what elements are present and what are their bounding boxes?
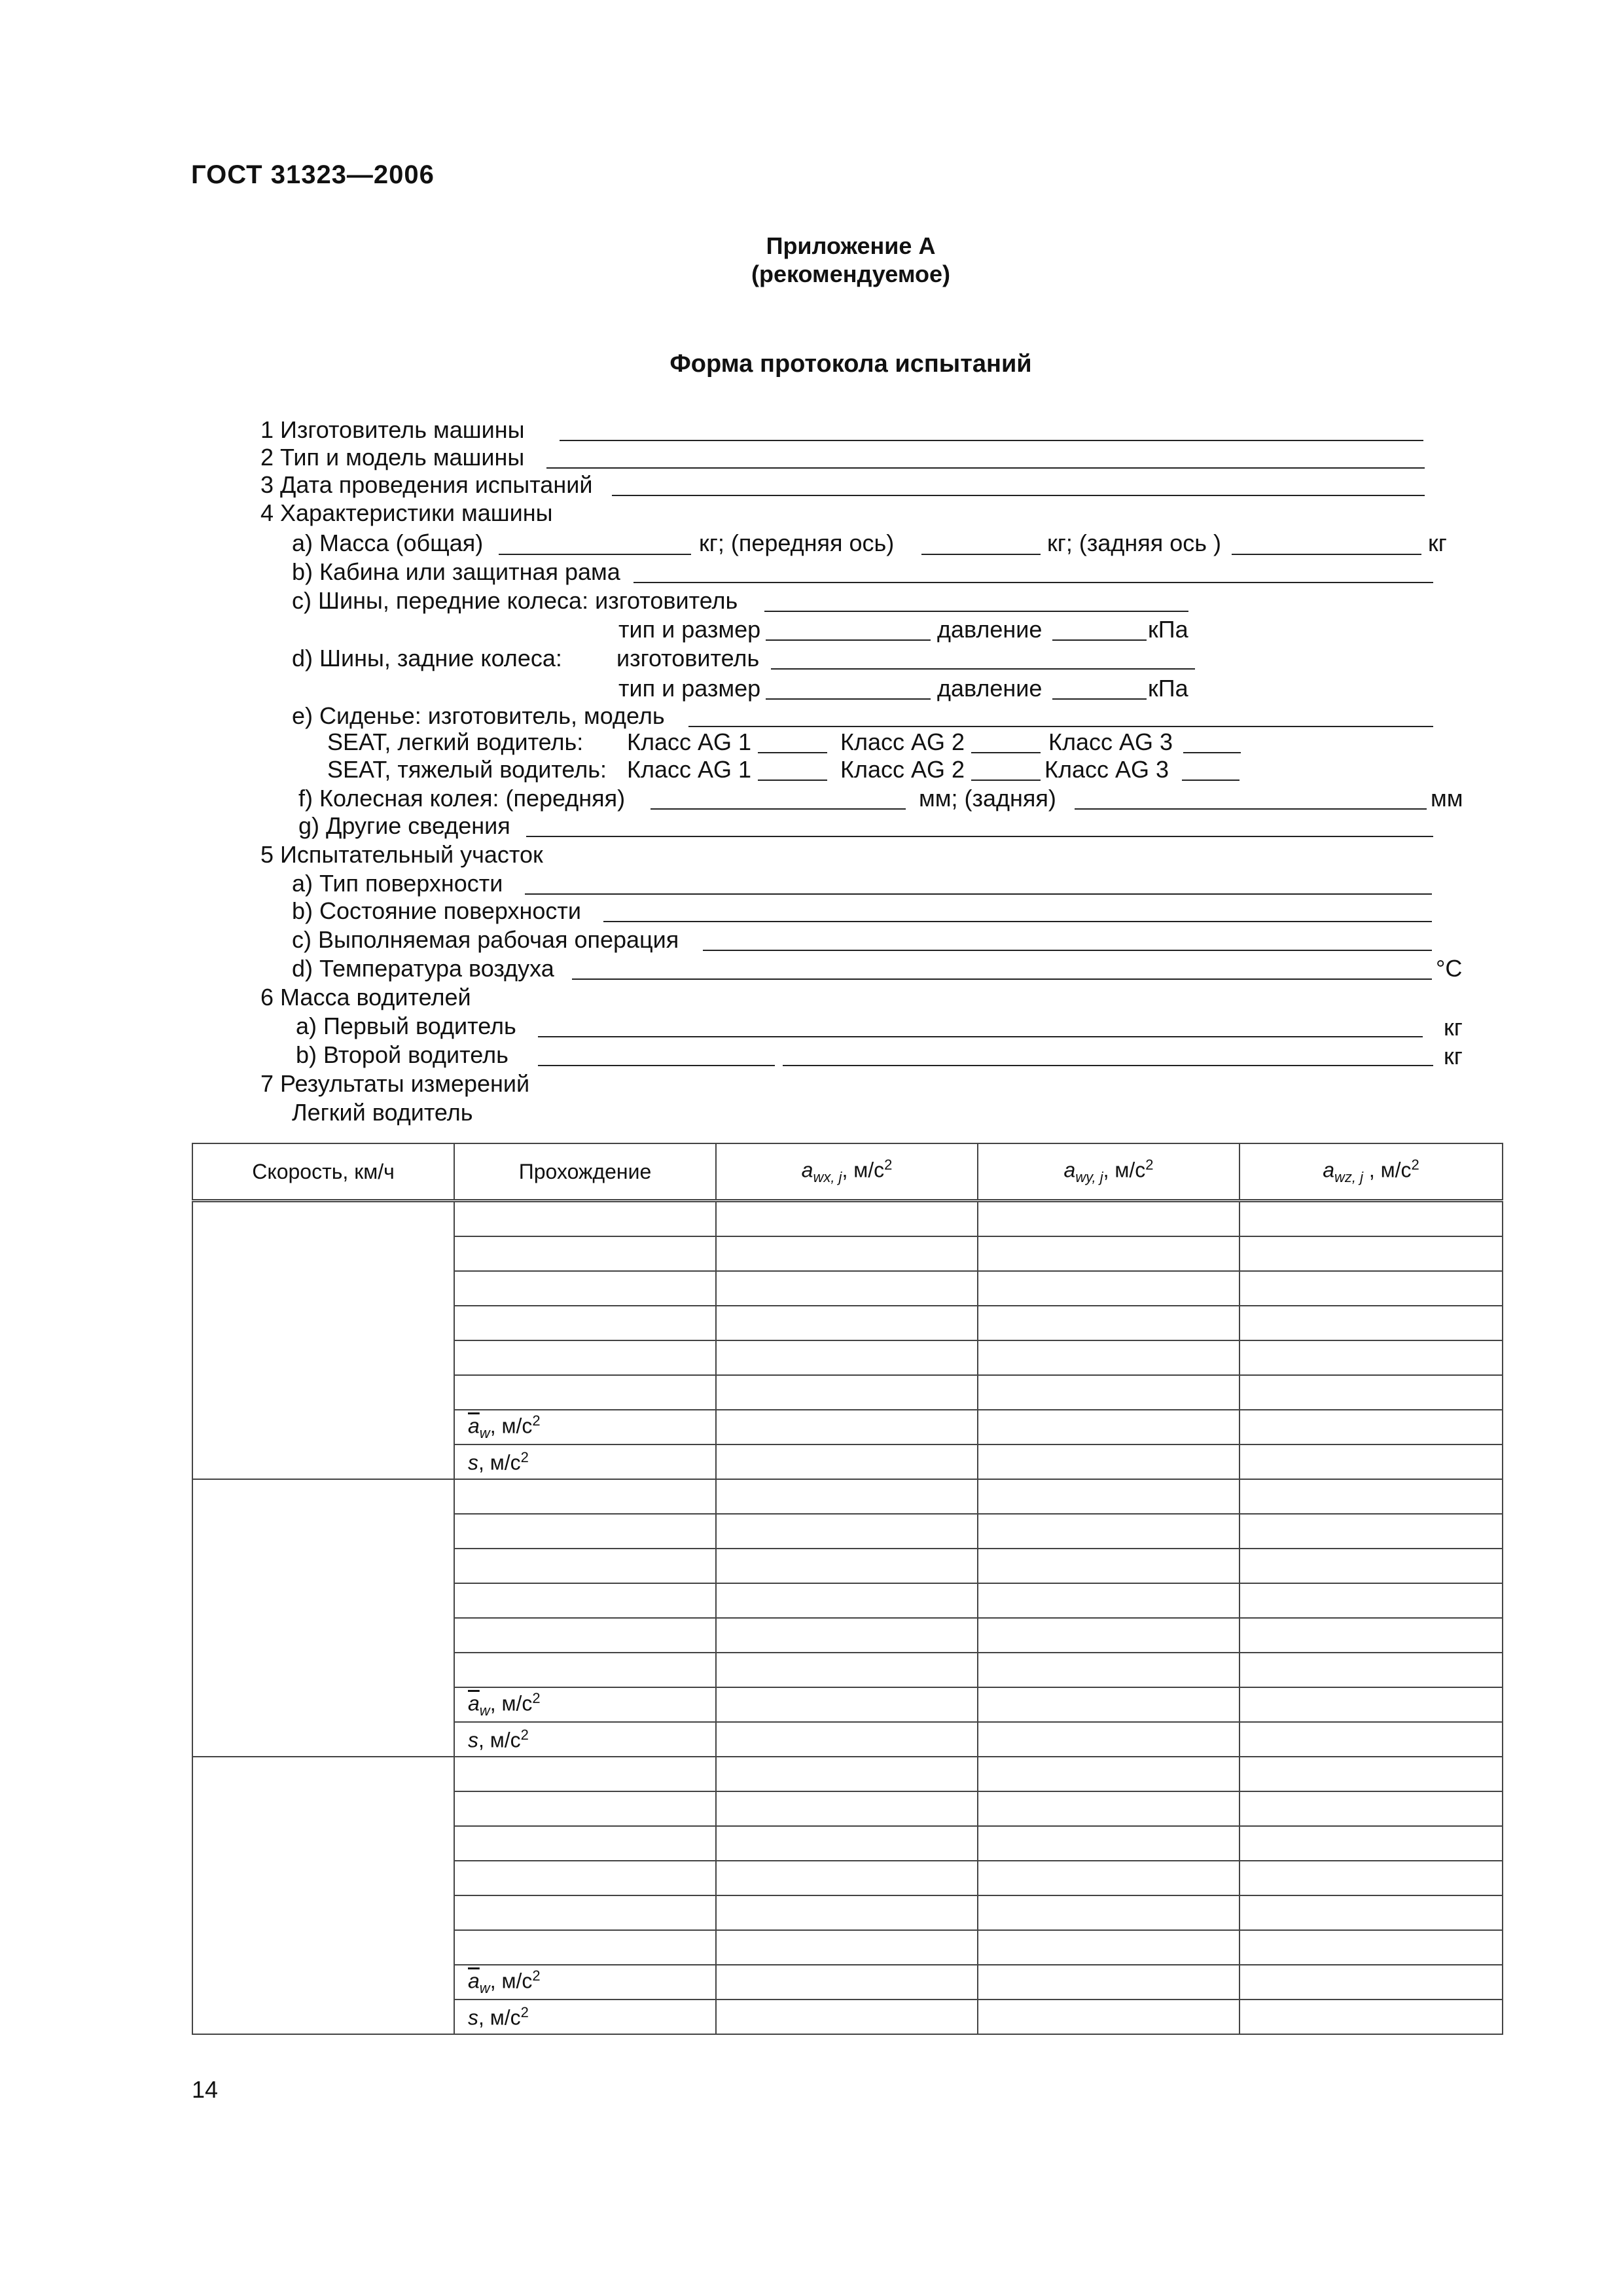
mean-symbol: $\overline{a}$: [468, 1414, 480, 1438]
field-driver2-label: b) Второй водитель: [296, 1041, 508, 1068]
value-cell[interactable]: [978, 1930, 1240, 1965]
field-rear-tyres-pressure-label: давление: [937, 675, 1043, 702]
pass-cell[interactable]: [454, 1618, 716, 1653]
field-rear-tyres-pressure-line[interactable]: [1052, 698, 1147, 700]
speed-cell[interactable]: [192, 1201, 454, 1480]
value-cell[interactable]: [1240, 1895, 1503, 1930]
sd-sup: 2: [520, 1726, 529, 1743]
sd-unit: , м/с: [478, 1728, 521, 1752]
field-operation-line[interactable]: [703, 950, 1432, 951]
mean-label-cell[interactable]: [454, 1965, 716, 2000]
sd-symbol: s: [468, 1728, 478, 1752]
field-front-tyres-maker-line[interactable]: [764, 611, 1188, 612]
col-awx-sup: 2: [884, 1157, 893, 1174]
value-cell[interactable]: [978, 1653, 1240, 1687]
form-title: Форма протокола испытаний: [669, 350, 1032, 378]
col-pass-header: Прохождение: [454, 1143, 716, 1201]
field-track-unit: мм: [1431, 785, 1463, 812]
mean-sub: w: [479, 1425, 490, 1442]
field-front-tyres-pressure-label: давление: [937, 616, 1043, 643]
table-row: [192, 1201, 1503, 1237]
mean-sup: 2: [532, 1689, 541, 1706]
value-cell[interactable]: [1240, 1930, 1503, 1965]
speed-cell[interactable]: [192, 1479, 454, 1757]
seat-light-class1-line[interactable]: [758, 752, 827, 753]
value-cell[interactable]: [716, 2000, 978, 2034]
value-cell[interactable]: [978, 1201, 1240, 1237]
mean-sup: 2: [532, 1967, 541, 1984]
pass-cell[interactable]: [454, 1201, 716, 1237]
value-cell[interactable]: [978, 1271, 1240, 1306]
value-cell[interactable]: [978, 1514, 1240, 1549]
value-cell[interactable]: [716, 1687, 978, 1722]
seat-light-class3-label: Класс AG 3: [1048, 728, 1173, 755]
field-front-tyres-pressure-line[interactable]: [1052, 639, 1147, 641]
value-cell[interactable]: [716, 1791, 978, 1826]
field-rear-tyres-size-label: тип и размер: [618, 675, 761, 702]
field-track-rear-line[interactable]: [1075, 808, 1427, 810]
seat-heavy-class2-line[interactable]: [971, 780, 1041, 781]
field-light-driver-label: Легкий водитель: [292, 1099, 473, 1126]
value-cell[interactable]: [1240, 1653, 1503, 1687]
value-cell[interactable]: [978, 1826, 1240, 1861]
table-row: [192, 1757, 1503, 1791]
value-cell[interactable]: [716, 1826, 978, 1861]
value-cell[interactable]: [1240, 1514, 1503, 1549]
value-cell[interactable]: [716, 1757, 978, 1791]
field-mass-unit: кг: [1428, 529, 1447, 556]
col-awz-unit: , м/с: [1363, 1158, 1412, 1183]
field-track-rear-label: мм; (задняя): [919, 785, 1056, 812]
col-awz-sup: 2: [1411, 1157, 1419, 1174]
field-test-date-label: 3 Дата проведения испытаний: [260, 471, 593, 498]
value-cell[interactable]: [1240, 1722, 1503, 1757]
pass-cell[interactable]: [454, 1375, 716, 1410]
field-test-site-label: 5 Испытательный участок: [260, 841, 543, 868]
field-front-tyres-label: c) Шины, передние колеса: изготовитель: [292, 587, 738, 614]
value-cell[interactable]: [978, 1861, 1240, 1895]
value-cell[interactable]: [978, 1444, 1240, 1479]
value-cell[interactable]: [1240, 1375, 1503, 1410]
col-awz-header: [1240, 1143, 1503, 1201]
col-awx-unit: , м/с: [842, 1158, 885, 1183]
sd-unit: , м/с: [478, 1450, 521, 1475]
value-cell[interactable]: [716, 1444, 978, 1479]
value-cell[interactable]: [716, 1653, 978, 1687]
field-front-tyres-pressure-unit: кПа: [1148, 616, 1188, 643]
field-driver1-unit: кг: [1444, 1014, 1463, 1041]
col-awx-symbol: a: [801, 1158, 813, 1183]
sd-symbol: s: [468, 1450, 478, 1475]
field-surface-type-label: a) Тип поверхности: [292, 870, 503, 897]
mean-sup: 2: [532, 1412, 541, 1429]
value-cell[interactable]: [978, 1965, 1240, 2000]
mean-label-cell[interactable]: [454, 1410, 716, 1444]
value-cell[interactable]: [716, 1861, 978, 1895]
mean-unit: , м/с: [490, 1691, 533, 1715]
mean-symbol: $\overline{a}$: [468, 1969, 480, 1993]
value-cell[interactable]: [716, 1583, 978, 1618]
pass-cell[interactable]: [454, 1271, 716, 1306]
field-seat-label: e) Сиденье: изготовитель, модель: [292, 702, 665, 729]
seat-heavy-label: SEAT, тяжелый водитель:: [327, 756, 607, 783]
field-driver2-line-b[interactable]: [783, 1065, 1433, 1066]
field-air-temp-unit: °С: [1436, 955, 1463, 982]
value-cell[interactable]: [978, 2000, 1240, 2034]
field-driver1-line[interactable]: [538, 1036, 1423, 1037]
field-front-tyres-size-line[interactable]: [766, 639, 931, 641]
field-mass-rear-label: кг; (задняя ось ): [1047, 529, 1222, 556]
field-rear-tyres-pressure-unit: кПа: [1148, 675, 1188, 702]
field-air-temp-label: d) Температура воздуха: [292, 955, 554, 982]
field-air-temp-line[interactable]: [572, 978, 1432, 980]
value-cell[interactable]: [1240, 1444, 1503, 1479]
value-cell[interactable]: [716, 1514, 978, 1549]
col-awz-sub: wz, j: [1334, 1169, 1363, 1186]
value-cell[interactable]: [716, 1271, 978, 1306]
sd-label-cell[interactable]: [454, 1722, 716, 1757]
value-cell[interactable]: [716, 1722, 978, 1757]
value-cell[interactable]: [716, 1375, 978, 1410]
value-cell[interactable]: [978, 1306, 1240, 1340]
field-cab-line[interactable]: [633, 582, 1433, 583]
value-cell[interactable]: [1240, 1340, 1503, 1375]
value-cell[interactable]: [716, 1410, 978, 1444]
pass-cell[interactable]: [454, 1583, 716, 1618]
value-cell[interactable]: [716, 1549, 978, 1583]
pass-cell[interactable]: [454, 1340, 716, 1375]
pass-cell[interactable]: [454, 1930, 716, 1965]
col-awy-unit: , м/с: [1103, 1158, 1146, 1183]
value-cell[interactable]: [716, 1618, 978, 1653]
value-cell[interactable]: [1240, 1826, 1503, 1861]
value-cell[interactable]: [1240, 1549, 1503, 1583]
value-cell[interactable]: [978, 1549, 1240, 1583]
field-driver2-line-a[interactable]: [538, 1065, 775, 1066]
value-cell[interactable]: [1240, 1687, 1503, 1722]
field-model-line[interactable]: [546, 467, 1425, 469]
field-manufacturer-line[interactable]: [560, 440, 1423, 441]
field-seat-line[interactable]: [688, 726, 1433, 727]
col-awx-sub: wx, j: [813, 1169, 842, 1186]
field-rear-tyres-size-line[interactable]: [766, 698, 931, 700]
seat-heavy-class3-line[interactable]: [1182, 780, 1240, 781]
value-cell[interactable]: [978, 1687, 1240, 1722]
field-cab-label: b) Кабина или защитная рама: [292, 558, 620, 585]
value-cell[interactable]: [716, 1965, 978, 2000]
value-cell[interactable]: [1240, 1410, 1503, 1444]
value-cell[interactable]: [978, 1791, 1240, 1826]
value-cell[interactable]: [1240, 1271, 1503, 1306]
value-cell[interactable]: [716, 1236, 978, 1271]
value-cell[interactable]: [1240, 1306, 1503, 1340]
sd-sup: 2: [520, 1448, 529, 1465]
mean-label-cell[interactable]: [454, 1687, 716, 1722]
value-cell[interactable]: [1240, 1965, 1503, 2000]
col-awy-sub: wy, j: [1075, 1169, 1103, 1186]
sd-unit: , м/с: [478, 2005, 521, 2030]
pass-cell[interactable]: [454, 1757, 716, 1791]
field-machine-characteristics-label: 4 Характеристики машины: [260, 499, 553, 526]
seat-heavy-class1-line[interactable]: [758, 780, 827, 781]
results-body: [192, 1201, 1503, 2035]
value-cell[interactable]: [978, 1722, 1240, 1757]
value-cell[interactable]: [1240, 1479, 1503, 1514]
value-cell[interactable]: [716, 1930, 978, 1965]
value-cell[interactable]: [1240, 2000, 1503, 2034]
pass-cell[interactable]: [454, 1826, 716, 1861]
field-operation-label: c) Выполняемая рабочая операция: [292, 926, 679, 953]
sd-label-cell[interactable]: [454, 1444, 716, 1479]
seat-light-class2-label: Класс AG 2: [840, 728, 965, 755]
value-cell[interactable]: [978, 1340, 1240, 1375]
field-mass-total-line[interactable]: [499, 554, 691, 555]
field-mass-front-label: кг; (передняя ось): [699, 529, 895, 556]
seat-light-label: SEAT, легкий водитель:: [327, 728, 584, 755]
sd-label-cell[interactable]: [454, 2000, 716, 2034]
value-cell[interactable]: [1240, 1861, 1503, 1895]
field-surface-state-label: b) Состояние поверхности: [292, 897, 582, 924]
standard-number: ГОСТ 31323—2006: [191, 160, 435, 189]
table-header-row: [192, 1143, 1503, 1201]
field-rear-tyres-maker-label: изготовитель: [616, 645, 760, 672]
mean-symbol: $\overline{a}$: [468, 1691, 480, 1715]
value-cell[interactable]: [978, 1583, 1240, 1618]
field-surface-type-line[interactable]: [525, 893, 1432, 895]
field-driver-mass-label: 6 Масса водителей: [260, 984, 471, 1011]
pass-cell[interactable]: [454, 1791, 716, 1826]
seat-heavy-class3-label: Класс AG 3: [1044, 756, 1169, 783]
mean-unit: , м/с: [490, 1969, 533, 1993]
value-cell[interactable]: [1240, 1201, 1503, 1237]
field-mass-front-line[interactable]: [921, 554, 1041, 555]
field-other-line[interactable]: [526, 836, 1433, 837]
field-driver1-label: а) Первый водитель: [296, 1013, 516, 1039]
col-awz-symbol: a: [1323, 1158, 1334, 1183]
value-cell[interactable]: [1240, 1757, 1503, 1791]
value-cell[interactable]: [1240, 1236, 1503, 1271]
field-rear-tyres-maker-line[interactable]: [771, 668, 1195, 670]
field-front-tyres-size-label: тип и размер: [618, 616, 761, 643]
results-table: [192, 1143, 1503, 2035]
sd-symbol: s: [468, 2005, 478, 2030]
seat-heavy-class1-label: Класс AG 1: [627, 756, 752, 783]
mean-unit: , м/с: [490, 1414, 533, 1438]
pass-cell[interactable]: [454, 1236, 716, 1271]
mean-sub: w: [479, 1702, 490, 1719]
field-driver2-unit: кг: [1444, 1043, 1463, 1069]
col-awy-header: [978, 1143, 1240, 1201]
field-surface-state-line[interactable]: [603, 921, 1432, 922]
field-results-label: 7 Результаты измерений: [260, 1070, 530, 1097]
value-cell[interactable]: [1240, 1583, 1503, 1618]
seat-light-class2-line[interactable]: [971, 752, 1041, 753]
pass-cell[interactable]: [454, 1514, 716, 1549]
value-cell[interactable]: [716, 1340, 978, 1375]
table-row: [192, 1479, 1503, 1514]
seat-heavy-class2-label: Класс AG 2: [840, 756, 965, 783]
field-model-label: 2 Тип и модель машины: [260, 444, 525, 471]
value-cell[interactable]: [978, 1757, 1240, 1791]
annex-subtitle: (рекомендуемое): [751, 260, 950, 287]
seat-light-class1-label: Класс AG 1: [627, 728, 752, 755]
field-mass-label: а) Масса (общая): [292, 529, 484, 556]
field-other-label: g) Другие сведения: [298, 812, 510, 839]
pass-cell[interactable]: [454, 1653, 716, 1687]
sd-sup: 2: [520, 2003, 529, 2020]
field-track-front-line[interactable]: [651, 808, 906, 810]
page-number: 14: [192, 2076, 219, 2103]
value-cell[interactable]: [1240, 1618, 1503, 1653]
pass-cell[interactable]: [454, 1861, 716, 1895]
col-speed-header: Скорость, км/ч: [192, 1143, 454, 1201]
seat-light-class3-line[interactable]: [1183, 752, 1241, 753]
field-rear-tyres-label: d) Шины, задние колеса:: [292, 645, 562, 672]
pass-cell[interactable]: [454, 1306, 716, 1340]
pass-cell[interactable]: [454, 1479, 716, 1514]
value-cell[interactable]: [978, 1895, 1240, 1930]
value-cell[interactable]: [978, 1236, 1240, 1271]
pass-cell[interactable]: [454, 1895, 716, 1930]
value-cell[interactable]: [716, 1201, 978, 1237]
mean-sub: w: [479, 1980, 490, 1997]
col-awy-sup: 2: [1145, 1157, 1154, 1174]
field-mass-rear-line[interactable]: [1232, 554, 1421, 555]
annex-title: Приложение А: [766, 232, 936, 259]
field-manufacturer-label: 1 Изготовитель машины: [260, 416, 525, 443]
value-cell[interactable]: [716, 1479, 978, 1514]
field-test-date-line[interactable]: [612, 495, 1425, 496]
value-cell[interactable]: [716, 1306, 978, 1340]
speed-cell[interactable]: [192, 1757, 454, 2034]
pass-cell[interactable]: [454, 1549, 716, 1583]
value-cell[interactable]: [1240, 1791, 1503, 1826]
value-cell[interactable]: [978, 1618, 1240, 1653]
col-awy-symbol: a: [1063, 1158, 1076, 1183]
value-cell[interactable]: [978, 1375, 1240, 1410]
value-cell[interactable]: [978, 1410, 1240, 1444]
col-awx-header: [716, 1143, 978, 1201]
value-cell[interactable]: [716, 1895, 978, 1930]
field-track-label: f) Колесная колея: (передняя): [298, 785, 626, 812]
value-cell[interactable]: [978, 1479, 1240, 1514]
